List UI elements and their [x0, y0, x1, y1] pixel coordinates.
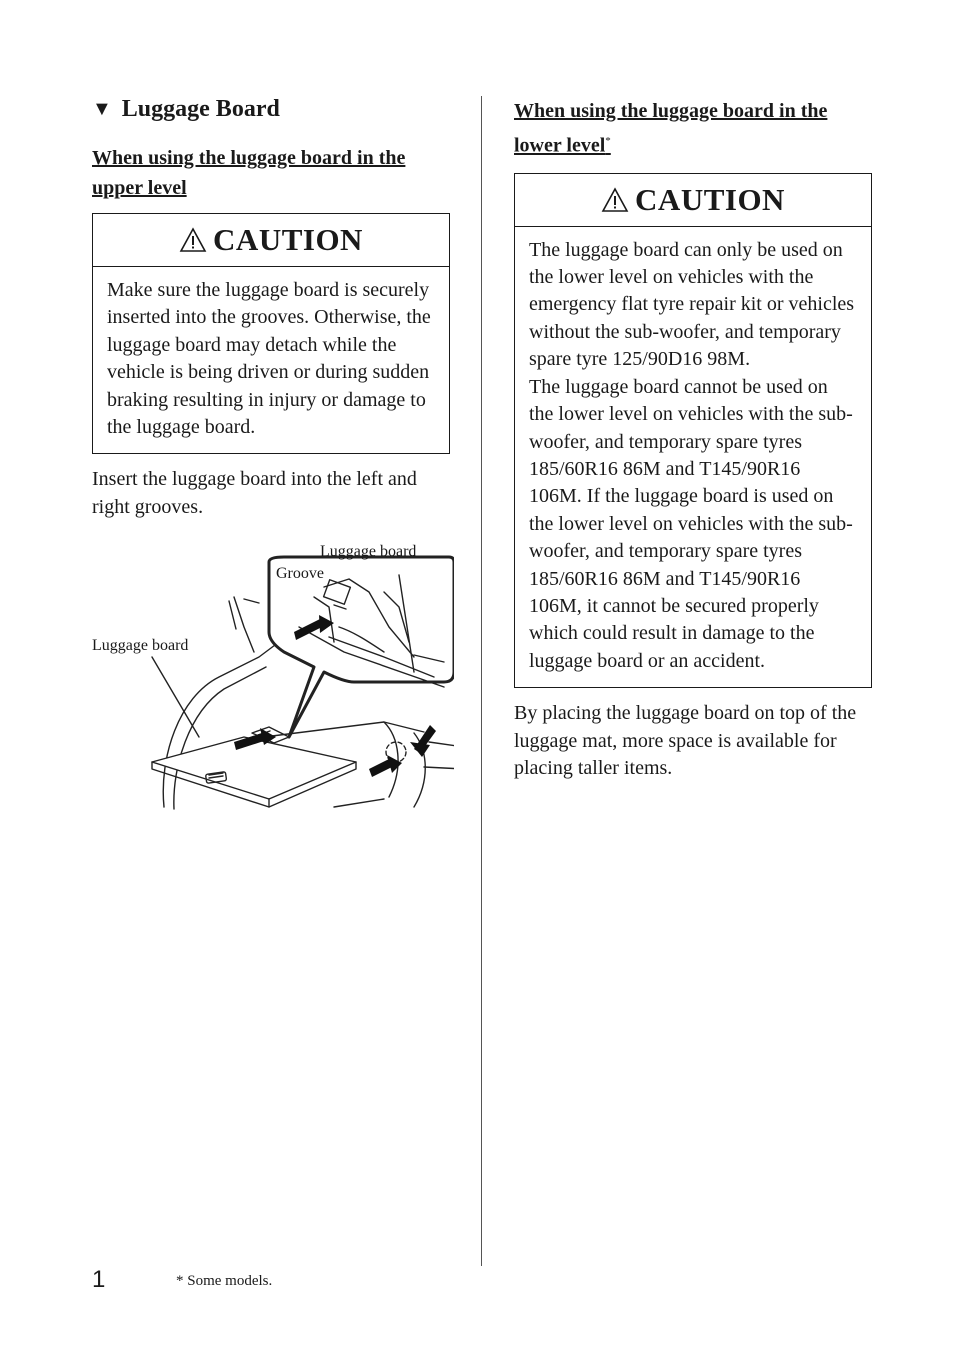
caution-header — [93, 214, 449, 267]
triangle-marker-icon: ▼ — [92, 98, 112, 120]
caution-text: Make sure the luggage board is securely inserted into the grooves. Otherwise, the luggage board may detach while the vehicle is being driven or during sudden braking resulting in injury or damage to the luggage board. — [107, 279, 431, 439]
page-number: 1 — [92, 1266, 106, 1293]
column-divider — [481, 96, 482, 1266]
footnote: * Some models. — [176, 1273, 273, 1289]
figure-label-luggage-board-inset: Luggage board — [320, 543, 417, 561]
subheading-upper-level: When using the luggage board in the upper level — [92, 147, 406, 199]
caution-body — [515, 227, 871, 688]
luggage-board-drawing — [84, 537, 454, 817]
caution-paragraph-1: The luggage board can only be used on the lower level on vehicles with the emergency flat tyre repair kit or vehicles without the sub-woofer, and temporary spare tyre 125/90D16 98M. — [529, 238, 855, 371]
luggage-board-illustration — [84, 537, 454, 817]
caution-header — [515, 174, 871, 227]
warning-triangle-icon — [179, 227, 207, 253]
caution-title: CAUTION — [213, 222, 363, 257]
figure-label-groove: Groove — [276, 565, 324, 583]
caution-paragraph-2: The luggage board cannot be used on the lower level on vehicles with the sub-woofer, and temporary spare tyres 185/60R16 86M and T145/90R16 106M. If the luggage board is used on the lower level on vehicles with the sub-woofer, and temporary spare tyres 185/60R16 86M and T145/90R16 106M, it cannot be secured properly which could result in damage to the luggage board or an accident. — [529, 375, 853, 672]
subheading-asterisk: * — [605, 135, 611, 147]
caution-box-upper — [92, 213, 450, 454]
section-title: Luggage Board — [121, 96, 280, 122]
caution-box-lower — [514, 173, 872, 689]
caution-title: CAUTION — [635, 181, 785, 217]
instruction-text: Insert the luggage board into the left and right grooves. — [92, 468, 417, 518]
figure-label-luggage-board: Luggage board — [92, 637, 189, 655]
warning-triangle-icon — [601, 187, 629, 213]
caution-body — [93, 267, 449, 453]
left-column — [92, 96, 450, 817]
body-text: By placing the luggage board on top of the luggage mat, more space is available for placing taller items. — [514, 702, 857, 779]
right-column — [514, 96, 872, 782]
subheading-lower-level — [514, 96, 872, 161]
section-heading — [92, 96, 450, 123]
subheading-lower-level-text: When using the luggage board in the lower level — [514, 100, 828, 157]
